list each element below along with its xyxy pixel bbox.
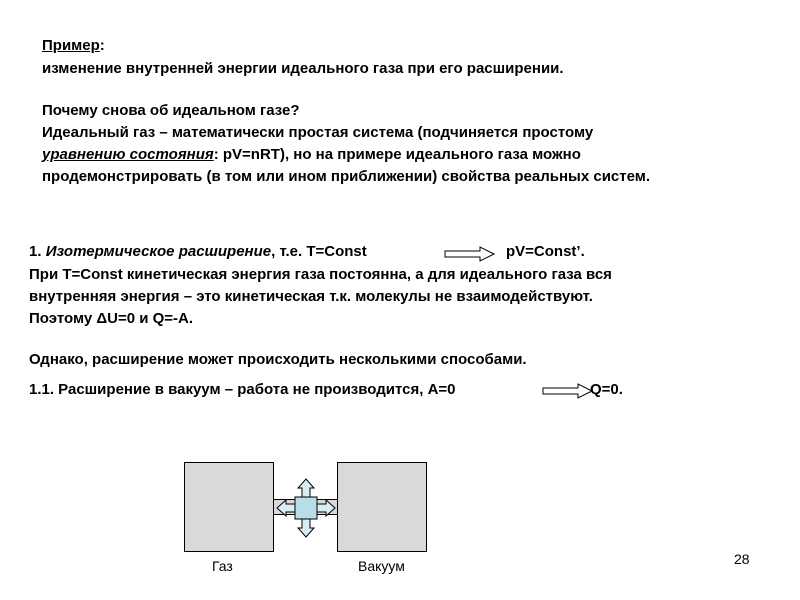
gas-chamber bbox=[184, 462, 274, 552]
section1-line1: При T=Const кинетическая энергия газа постоянна, а для идеального газа вся bbox=[29, 266, 612, 283]
section1-line3: Поэтому ΔU=0 и Q=-A. bbox=[29, 310, 194, 327]
why-line1: Идеальный газ – математически простая система (подчиняется простому bbox=[42, 124, 594, 141]
subsection-1-1: 1.1. Расширение в вакуум – работа не производится, A=0 bbox=[29, 381, 456, 398]
why-line3: продемонстрировать (в том или ином приближении) свойства реальных систем. bbox=[42, 168, 651, 185]
example-heading: Пример bbox=[42, 37, 100, 54]
why-line2 bbox=[42, 145, 581, 165]
section1-title-rest: , т.е. T=Const bbox=[271, 243, 367, 260]
section1-num: 1. bbox=[29, 243, 46, 260]
vacuum-chamber bbox=[337, 462, 427, 552]
valve-arrows-icon bbox=[276, 478, 336, 538]
section1-result: pV=Const’. bbox=[506, 243, 585, 260]
implies-arrow-icon bbox=[444, 246, 496, 262]
why-line2-rest: : pV=nRT), но на примере идеального газа можно bbox=[213, 146, 581, 163]
why-question: Почему снова об идеальном газе? bbox=[42, 102, 300, 119]
gas-label: Газ bbox=[212, 558, 233, 574]
vacuum-label: Вакуум bbox=[358, 558, 405, 574]
section1-line2: внутренняя энергия – это кинетическая т.к. молекулы не взаимодействуют. bbox=[29, 288, 593, 305]
example-text: изменение внутренней энергии идеального газа при его расширении. bbox=[42, 60, 564, 77]
example-heading-colon: : bbox=[99, 37, 105, 54]
section1-title-italic: Изотермическое расширение bbox=[45, 243, 272, 260]
implies-arrow-icon bbox=[542, 383, 594, 399]
subsection-1-1-result: Q=0. bbox=[590, 381, 623, 398]
section1-however: Однако, расширение может происходить несколькими способами. bbox=[29, 351, 527, 368]
equation-of-state-link: уравнению состояния bbox=[42, 146, 214, 163]
example-heading-line bbox=[42, 36, 105, 56]
page-number: 28 bbox=[734, 551, 750, 567]
section1-title bbox=[29, 242, 367, 262]
